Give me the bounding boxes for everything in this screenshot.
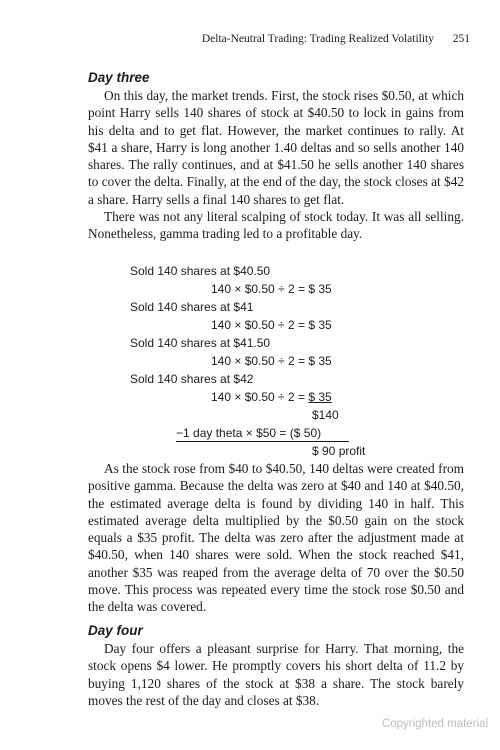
calc-subtotal: $140: [312, 408, 339, 422]
calc-sold-2: Sold 140 shares at $41: [130, 300, 254, 314]
paragraph-3: As the stock rose from $40 to $40.50, 140 deltas were created from positive gamma. Because the delta was zero at $40 and 140 at $40.50, the estimated average delta is found by dividing 140 in half. This estimated average delta multiplied by the $0.50 gain on the stock equals a $35 profit. The delta was zero after the adjustment made at $40.50, when 140 shares were sold. When the stock reached $41, another $35 was reaped from the average delta of 70 over the $0.50 move. This process was repeated every time the stock rose $0.50 and the delta was covered.: [88, 461, 464, 615]
running-title: Delta-Neutral Trading: Trading Realized Volatility: [201, 33, 434, 45]
calc-sold-4: Sold 140 shares at $42: [130, 372, 254, 386]
calc-line-1: 140 × $0.50 ÷ 2 = $ 35: [211, 282, 332, 296]
section-day-four: [88, 640, 464, 709]
copyright-watermark: Copyrighted material: [381, 718, 488, 730]
heading-day-four: Day four: [88, 623, 143, 638]
paragraph-4: Day four offers a pleasant surprise for Harry. That morning, the stock opens $4 lower. He promptly covers his short delta of 11.2 by buying 1,120 shares of the stock at $38 a share. The stock barely moves the rest of the day and closes at $38.: [88, 641, 464, 708]
calc-rule: [176, 441, 349, 442]
paragraph-1: On this day, the market trends. First, the stock rises $0.50, at which point Harry sells 140 shares of stock at $40.50 to lock in gains from his delta and to get flat. However, the market continues to rally. At $41 a share, Harry is long another 1.40 deltas and so sells another 140 shares. The rally continues, and at $41.50 he sells another 140 shares to cover the delta. Finally, at the end of the day, the stock closes at $42 a share. Harry sells a final 140 shares to get flat.: [88, 88, 464, 207]
calc-line-4-result: $ 35: [308, 390, 332, 404]
calc-sold-1: Sold 140 shares at $40.50: [130, 264, 271, 278]
section-day-three-explanation: [88, 460, 464, 616]
calc-profit: $ 90 profit: [312, 444, 366, 458]
calc-line-4: [211, 390, 332, 404]
heading-day-three: Day three: [88, 70, 150, 85]
calc-line-4-expr: 140 × $0.50 ÷ 2 =: [211, 390, 309, 404]
calc-sold-3: Sold 140 shares at $41.50: [130, 336, 271, 350]
page-number: 251: [452, 33, 470, 45]
calc-theta: −1 day theta × $50 = ($ 50): [176, 426, 322, 440]
calc-line-3: 140 × $0.50 ÷ 2 = $ 35: [211, 354, 332, 368]
paragraph-2: There was not any literal scalping of stock today. It was all selling. Nonetheless, gamma trading led to a profitable day.: [88, 209, 464, 242]
calc-line-2: 140 × $0.50 ÷ 2 = $ 35: [211, 318, 332, 332]
